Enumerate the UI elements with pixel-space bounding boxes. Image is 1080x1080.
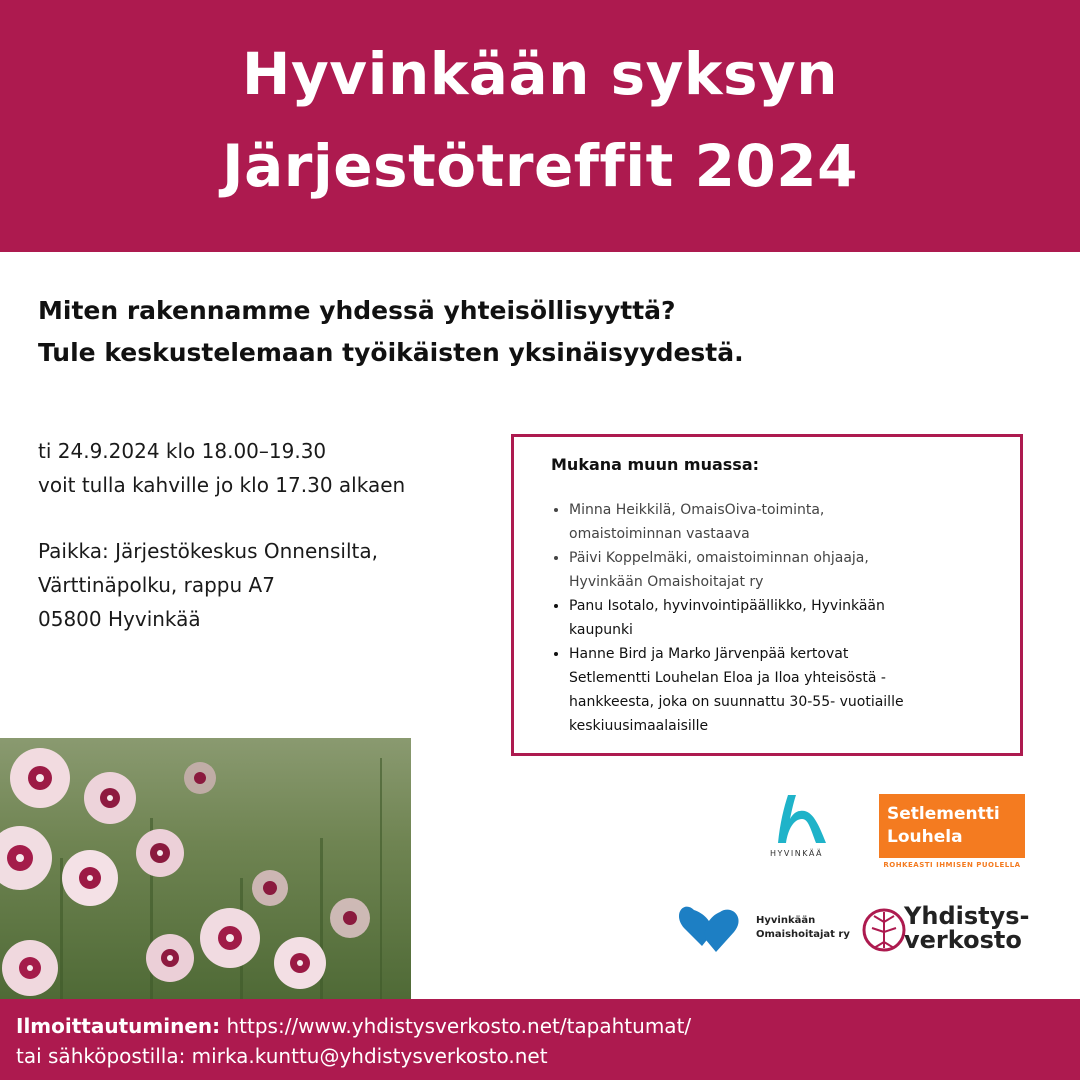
tree-emblem-icon	[862, 904, 906, 954]
list-item-line: Panu Isotalo, hyvinvointipäällikko, Hyvinkään	[569, 598, 885, 614]
list-item-line: Minna Heikkilä, OmaisOiva-toiminta,	[569, 502, 825, 518]
event-place-line-3: 05800 Hyvinkää	[38, 607, 201, 631]
yhdistysverkosto-name-2: verkosto	[904, 926, 1022, 954]
email-line[interactable]: tai sähköpostilla: mirka.kunttu@yhdistysverkosto.net	[16, 1044, 548, 1068]
registration-line	[16, 1011, 691, 1041]
event-place-line-1: Paikka: Järjestökeskus Onnensilta,	[38, 539, 378, 563]
registration-label: Ilmoittautuminen:	[16, 1014, 221, 1038]
participants-list	[551, 498, 990, 738]
list-item-line: omaistoiminnan vastaava	[569, 526, 750, 542]
omaishoitajat-name-1: Hyvinkään	[756, 915, 816, 926]
setlementti-name-2: Louhela	[887, 827, 963, 847]
list-item-line: Hyvinkään Omaishoitajat ry	[569, 574, 764, 590]
participants-heading: Mukana muun muassa:	[551, 455, 760, 474]
title-line-2: Järjestötreffit 2024	[222, 132, 858, 200]
event-datetime: ti 24.9.2024 klo 18.00–19.30	[38, 439, 327, 463]
list-item-line: keskiuusimaalaisille	[569, 718, 709, 734]
subtitle-line-2: Tule keskustelemaan työikäisten yksinäisyydestä.	[38, 338, 744, 367]
subtitle	[38, 290, 744, 374]
title-line-1: Hyvinkään syksyn	[241, 40, 839, 108]
list-item-line: kaupunki	[569, 622, 633, 638]
list-item-line: Setlementti Louhelan Eloa ja Iloa yhteisöstä -	[569, 670, 886, 686]
hyvinkaa-logo	[770, 793, 840, 863]
event-place-line-2: Värttinäpolku, rappu A7	[38, 573, 275, 597]
flowers-illustration	[0, 738, 411, 1000]
participants-box	[511, 434, 1023, 756]
list-item	[569, 546, 990, 594]
flower-photo	[0, 738, 411, 1000]
omaishoitajat-logo	[676, 898, 866, 960]
event-coffee: voit tulla kahville jo klo 17.30 alkaen	[38, 473, 406, 497]
hearts-icon	[676, 898, 746, 958]
registration-link[interactable]: https://www.yhdistysverkosto.net/tapahtumat/	[226, 1014, 692, 1038]
list-item	[569, 594, 990, 642]
header-banner	[0, 0, 1080, 252]
h-wave-icon	[770, 793, 830, 849]
list-item-line: hankkeesta, joka on suunnattu 30-55- vuotiaille	[569, 694, 904, 710]
list-item	[569, 498, 990, 546]
list-item	[569, 642, 990, 738]
hyvinkaa-caption: HYVINKÄÄ	[770, 849, 823, 858]
setlementti-tagline: ROHKEASTI IHMISEN PUOLELLA	[879, 858, 1025, 872]
event-info	[38, 434, 405, 636]
setlementti-name-1: Setlementti	[887, 804, 1000, 824]
yhdistysverkosto-logo	[862, 904, 1046, 960]
list-item-line: Päivi Koppelmäki, omaistoiminnan ohjaaja,	[569, 550, 869, 566]
list-item-line: Hanne Bird ja Marko Järvenpää kertovat	[569, 646, 849, 662]
setlementti-logo	[879, 794, 1025, 872]
omaishoitajat-name-2: Omaishoitajat ry	[756, 929, 850, 940]
footer-banner	[0, 999, 1080, 1080]
subtitle-line-1: Miten rakennamme yhdessä yhteisöllisyyttä?	[38, 296, 676, 325]
yhdistysverkosto-name-1: Yhdistys-	[904, 902, 1030, 930]
